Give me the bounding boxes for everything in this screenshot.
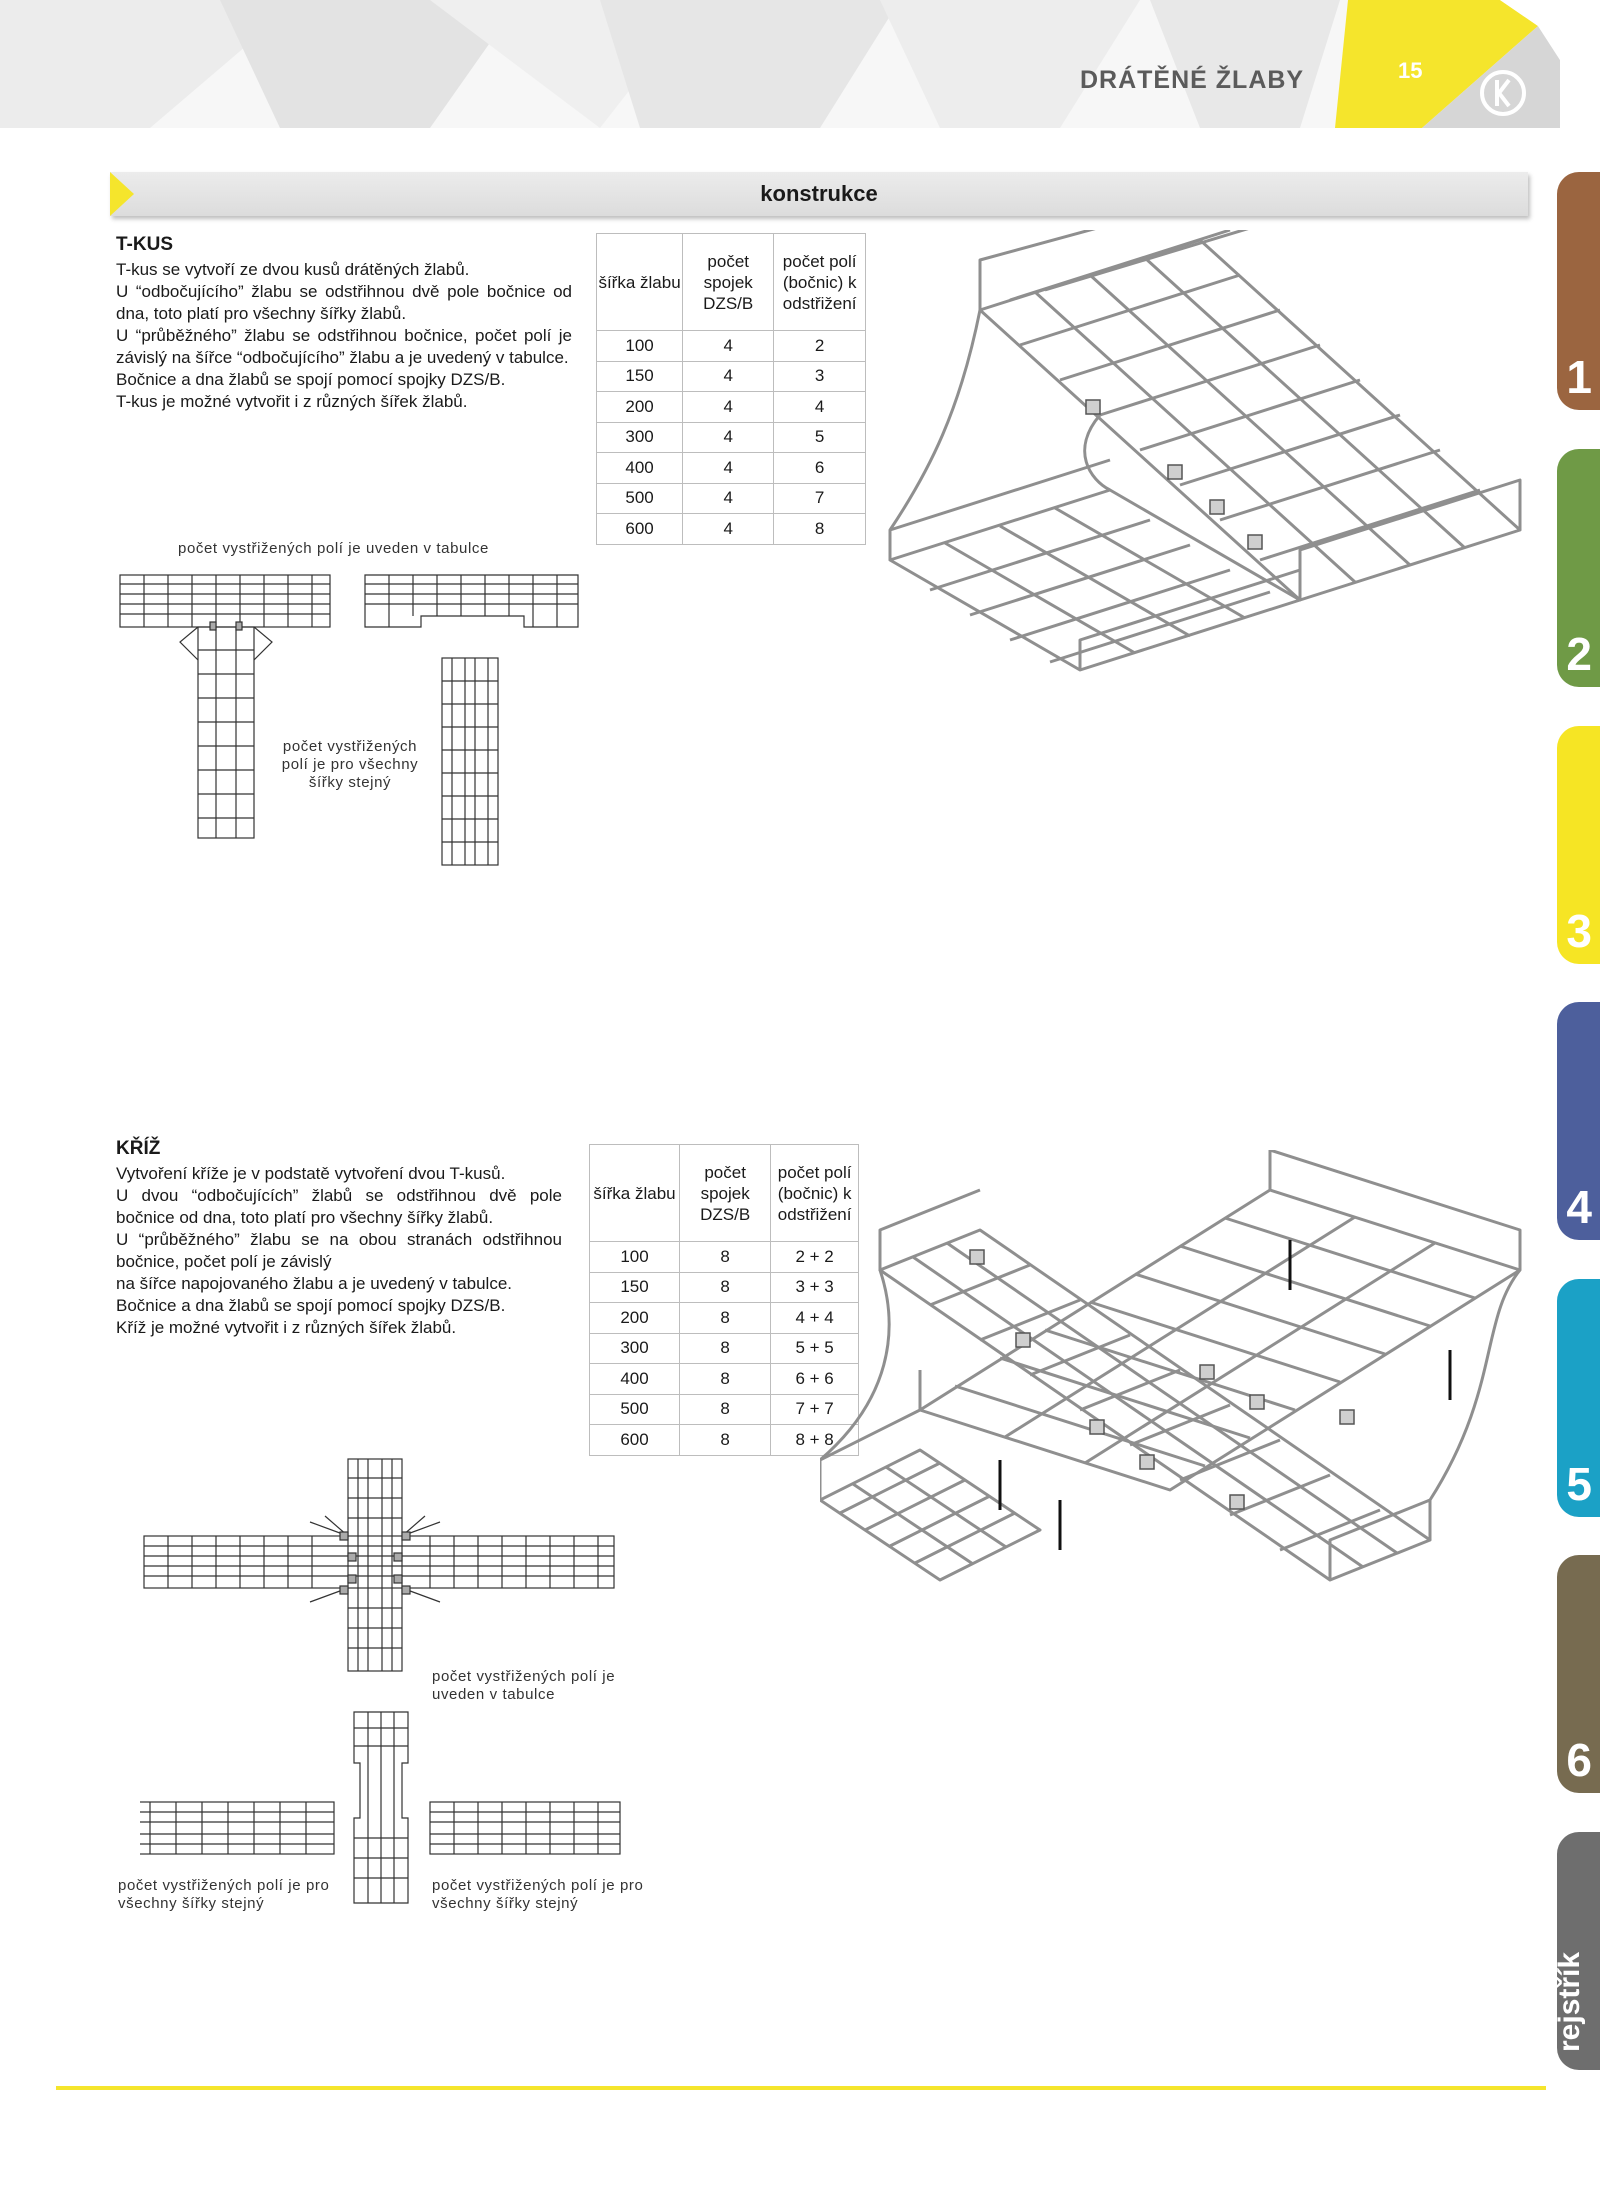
side-tab-3[interactable] [1557, 726, 1600, 964]
table-cell: 4 [683, 483, 774, 514]
table-cell: 5 + 5 [771, 1333, 859, 1364]
side-tab-label: 4 [1566, 1181, 1592, 1233]
table-row [590, 1425, 859, 1456]
table-cell: 300 [597, 422, 683, 453]
table-row [597, 483, 866, 514]
tkus-desc-line: T-kus se vytvoří ze dvou kusů drátěných žlabů. [116, 260, 470, 279]
table-cell: 4 [683, 361, 774, 392]
tkus-caption-side: počet vystřižených polí je pro všechny šířky stejný [281, 738, 419, 791]
table-cell: 4 + 4 [771, 1303, 859, 1334]
kriz-caption-right: počet vystřižených polí je pro všechny šířky stejný [432, 1877, 644, 1912]
table-cell: 600 [590, 1425, 680, 1456]
footer-line [56, 2086, 1546, 2090]
kriz-desc-line: Bočnice a dna žlabů se spojí pomocí spojky DZS/B. [116, 1296, 506, 1315]
side-tab-label: 3 [1566, 905, 1592, 957]
company-logo-icon [1478, 68, 1528, 118]
kriz-wire-tray-illustration [820, 1150, 1540, 1630]
table-cell: 8 [680, 1333, 771, 1364]
table-cell: 7 [774, 483, 866, 514]
table-cell: 8 [680, 1242, 771, 1273]
table-header: počet polí (bočnic) k odstřižení [774, 234, 866, 331]
table-cell: 4 [683, 392, 774, 423]
table-cell: 8 [680, 1303, 771, 1334]
tkus-desc-line: T-kus je možné vytvořit i z různých šířek žlabů. [116, 392, 468, 411]
banner-arrow-icon [110, 172, 134, 216]
side-tab-2[interactable] [1557, 449, 1600, 687]
kriz-caption-center: počet vystřižených polí je uveden v tabulce [432, 1668, 616, 1703]
page-number: 15 [1398, 58, 1423, 83]
table-row [590, 1272, 859, 1303]
kriz-desc-line: U “průběžného” žlabu se na obou stranách odstřihnou bočnice, počet polí je závislý [116, 1230, 562, 1271]
table-cell: 3 + 3 [771, 1272, 859, 1303]
kriz-desc-line: na šířce napojovaného žlabu a je uvedený v tabulce. [116, 1274, 512, 1293]
kriz-description [116, 1163, 562, 1339]
kriz-desc-line: Kříž je možné vytvořit i z různých šířek žlabů. [116, 1318, 457, 1337]
table-row [597, 331, 866, 362]
header-title: DRÁTĚNÉ ŽLABY [1080, 66, 1305, 94]
table-row [590, 1364, 859, 1395]
table-row [597, 453, 866, 484]
kriz-title: KŘÍŽ [116, 1138, 161, 1159]
side-tab-index[interactable] [1553, 1832, 1600, 2070]
section-banner [110, 172, 1528, 216]
side-tab-label: rejstřík [1553, 1951, 1586, 2052]
table-cell: 8 [680, 1394, 771, 1425]
side-tab-1[interactable] [1557, 172, 1600, 410]
table-cell: 500 [597, 483, 683, 514]
table-cell: 200 [590, 1303, 680, 1334]
table-cell: 500 [590, 1394, 680, 1425]
table-cell: 6 + 6 [771, 1364, 859, 1395]
table-cell: 5 [774, 422, 866, 453]
table-header: šířka žlabu [590, 1145, 680, 1242]
table-header: počet spojek DZS/B [683, 234, 774, 331]
table-cell: 4 [683, 331, 774, 362]
table-cell: 2 [774, 331, 866, 362]
tkus-schematic-drawing [116, 570, 586, 870]
tkus-description [116, 259, 572, 413]
table-row [597, 422, 866, 453]
table-cell: 400 [590, 1364, 680, 1395]
tkus-wire-tray-illustration [870, 230, 1530, 700]
kriz-caption-left: počet vystřižených polí je pro všechny šířky stejný [118, 1877, 330, 1912]
side-tab-label: 1 [1566, 351, 1592, 403]
side-tab-label: 5 [1566, 1458, 1592, 1510]
tkus-title: T-KUS [116, 234, 173, 255]
side-tab-5[interactable] [1557, 1279, 1600, 1517]
tkus-caption-top: počet vystřižených polí je uveden v tabulce [178, 540, 489, 557]
table-cell: 150 [597, 361, 683, 392]
table-cell: 150 [590, 1272, 680, 1303]
table-cell: 4 [683, 453, 774, 484]
kriz-desc-line: U dvou “odbočujících” žlabů se odstřihnou dvě pole bočnice od dna, toto platí pro všechny šířky žlabů. [116, 1186, 562, 1227]
table-cell: 8 [680, 1425, 771, 1456]
table-cell: 400 [597, 453, 683, 484]
table-cell: 4 [774, 392, 866, 423]
table-header: počet spojek DZS/B [680, 1145, 771, 1242]
table-cell: 8 [774, 514, 866, 545]
table-cell: 8 + 8 [771, 1425, 859, 1456]
kriz-desc-line: Vytvoření kříže je v podstatě vytvoření dvou T-kusů. [116, 1164, 506, 1183]
table-cell: 300 [590, 1333, 680, 1364]
table-cell: 2 + 2 [771, 1242, 859, 1273]
kriz-table [589, 1144, 859, 1456]
table-row [590, 1394, 859, 1425]
table-cell: 3 [774, 361, 866, 392]
header-background-decoration [0, 0, 1600, 128]
table-cell: 8 [680, 1272, 771, 1303]
table-cell: 600 [597, 514, 683, 545]
tkus-desc-line: U “odbočujícího” žlabu se odstřihnou dvě pole bočnice od dna, toto platí pro všechny šířky žlabů. [116, 282, 572, 323]
table-row [590, 1303, 859, 1334]
table-row [590, 1333, 859, 1364]
table-cell: 100 [590, 1242, 680, 1273]
table-row [590, 1242, 859, 1273]
table-header: počet polí (bočnic) k odstřižení [771, 1145, 859, 1242]
side-tab-6[interactable] [1557, 1555, 1600, 1793]
tkus-table [596, 233, 866, 545]
table-cell: 4 [683, 514, 774, 545]
tkus-desc-line: U “průběžného” žlabu se odstřihnou bočnice, počet polí je závislý na šířce “odbočujícího” žlabu a je uvedený v tabulce. [116, 326, 572, 367]
table-row [597, 514, 866, 545]
table-cell: 6 [774, 453, 866, 484]
side-tab-4[interactable] [1557, 1002, 1600, 1240]
table-row [597, 361, 866, 392]
table-header: šířka žlabu [597, 234, 683, 331]
banner-title: konstrukce [760, 181, 878, 206]
table-row [597, 392, 866, 423]
table-cell: 200 [597, 392, 683, 423]
tkus-desc-line: Bočnice a dna žlabů se spojí pomocí spojky DZS/B. [116, 370, 506, 389]
table-cell: 7 + 7 [771, 1394, 859, 1425]
side-tab-label: 6 [1566, 1734, 1592, 1786]
side-tab-label: 2 [1566, 628, 1592, 680]
table-cell: 100 [597, 331, 683, 362]
table-cell: 4 [683, 422, 774, 453]
table-cell: 8 [680, 1364, 771, 1395]
